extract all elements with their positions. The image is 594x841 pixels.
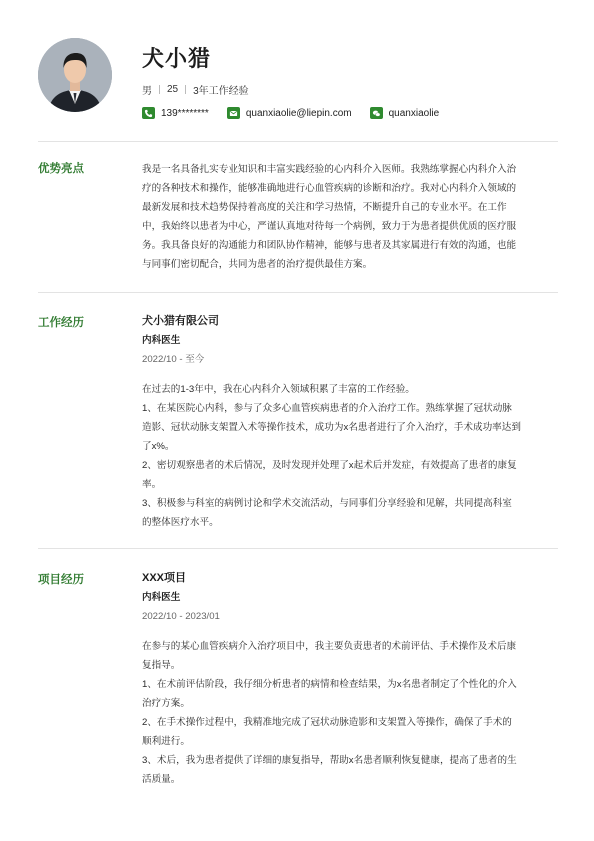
candidate-name: 犬小猎 [142,46,212,71]
text-line: 1、在某医院心内科，参与了众多心血管疾病患者的介入治疗工作。熟练掌握了冠状动脉 [142,403,512,414]
advantages-body [142,160,558,274]
job-date: 2022/10 - 至今 [142,354,205,365]
text-line: 疗的各种技术和操作，能够准确地进行心血管疾病的诊断和治疗。我对心内科介入领域的 [142,183,517,194]
email-address[interactable]: quanxiaolie@liepin.com [245,107,352,119]
text-line: 活质量。 [142,774,181,785]
experience: 3年工作经验 [193,86,249,97]
text-line: 在参与的某心血管疾病介入治疗项目中，我主要负责患者的术前评估、手术操作及术后康 [142,641,517,652]
section-divider [38,292,558,293]
text-line: 率。 [142,479,162,490]
basic-info [142,82,249,97]
age: 25 [167,84,179,95]
section-title: 优势亮点 [38,163,84,175]
text-line: 我是一名具备扎实专业知识和丰富实践经验的心内科介入医师。我熟练掌握心内科介入治 [142,164,517,175]
text-line: 治疗方案。 [142,698,190,709]
text-line: 2、密切观察患者的术后情况，及时发现并处理了x起术后并发症，有效提高了患者的康复 [142,460,517,471]
section-project [38,571,558,801]
project-body [142,571,558,789]
contact-phone [142,107,209,119]
work-description [142,380,558,532]
resume-header [38,38,558,128]
contact-wechat [370,107,440,119]
text-line: 顺利进行。 [142,736,190,747]
section-advantages [38,160,558,280]
text-line: 最新发展和技术趋势保持着高度的关注和学习热情，不断提升自己的专业水平。在工作 [142,202,507,213]
text-line: 的整体医疗水平。 [142,517,219,528]
avatar-portrait-icon [38,38,112,112]
job-role: 内科医生 [142,335,181,346]
contact-email[interactable] [227,107,352,119]
section-title: 项目经历 [38,574,84,586]
section-divider [38,141,558,142]
text-line: 2、在手术操作过程中，我精准地完成了冠状动脉造影和支架置入等操作，确保了手术的 [142,717,512,728]
phone-icon [142,107,155,119]
gender: 男 [142,86,152,97]
text-line: 复指导。 [142,660,181,671]
company-name: 犬小猎有限公司 [142,315,219,327]
section-work [38,314,558,534]
text-line: 务。我具备良好的沟通能力和团队协作精神，能够与患者及其家属进行有效的沟通，也能 [142,240,517,251]
project-description [142,637,558,789]
project-date: 2022/10 - 2023/01 [142,611,220,622]
section-title: 工作经历 [38,317,84,329]
text-line: 3、积极参与科室的病例讨论和学术交流活动，与同事们分享经验和见解，共同提高科室 [142,498,512,509]
text-line: 中，我始终以患者为中心，严谨认真地对待每一个病例，致力于为患者提供优质的医疗服 [142,221,517,232]
text-line: 了x%。 [142,441,175,452]
mail-icon [227,107,240,119]
text-line: 造影、冠状动脉支架置入术等操作技术，成功为x名患者进行了介入治疗，手术成功率达到 [142,422,521,433]
project-role: 内科医生 [142,592,181,603]
avatar [38,38,112,112]
text-line: 在过去的1-3年中，我在心内科介入领域积累了丰富的工作经验。 [142,384,415,395]
text-line: 3、术后，我为患者提供了详细的康复指导，帮助x名患者顺利恢复健康，提高了患者的生 [142,755,517,766]
phone-number: 139******** [161,107,209,119]
wechat-icon [370,107,383,119]
wechat-id: quanxiaolie [388,107,440,119]
work-body [142,314,558,532]
text-line: 1、在术前评估阶段，我仔细分析患者的病情和检查结果，为x名患者制定了个性化的介入 [142,679,517,690]
separator [185,85,186,94]
text-line: 与同事们密切配合，共同为患者的治疗提供最佳方案。 [142,259,373,270]
project-name: XXX项目 [142,572,187,584]
separator [159,85,160,94]
contact-info [142,107,457,119]
section-divider [38,548,558,549]
